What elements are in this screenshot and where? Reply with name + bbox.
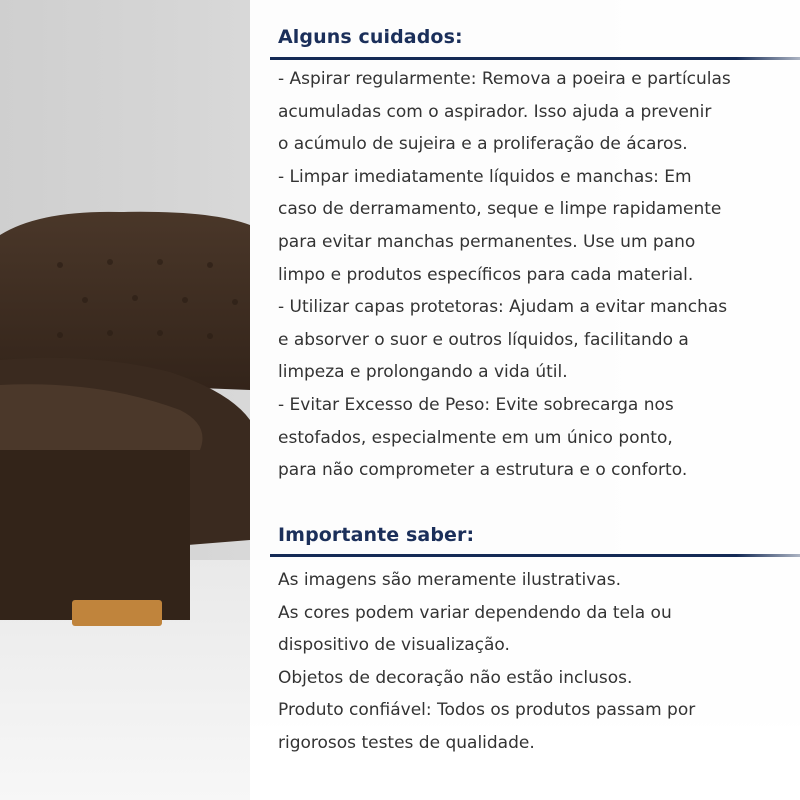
care-tips-title: Alguns cuidados: bbox=[278, 26, 463, 48]
care-tips-line: caso de derramamento, seque e limpe rapidamente bbox=[278, 199, 722, 220]
care-tips-line: limpo e produtos específicos para cada material. bbox=[278, 264, 694, 285]
care-tips-line: - Utilizar capas protetoras: Ajudam a evitar manchas bbox=[278, 297, 728, 318]
notice-line: rigorosos testes de qualidade. bbox=[278, 732, 535, 753]
care-tips-divider bbox=[270, 57, 800, 60]
care-tips-line: - Limpar imediatamente líquidos e manchas: Em bbox=[278, 166, 692, 187]
care-tips-line: acumuladas com o aspirador. Isso ajuda a prevenir bbox=[278, 101, 712, 122]
care-tips-line: para não comprometer a estrutura e o conforto. bbox=[278, 460, 688, 481]
notice-line: As cores podem variar dependendo da tela ou bbox=[278, 602, 672, 623]
notice-list bbox=[278, 564, 788, 760]
care-tips-line: limpeza e prolongando a vida útil. bbox=[278, 362, 568, 383]
care-tips-line: estofados, especialmente em um único ponto, bbox=[278, 427, 673, 448]
notice-line: dispositivo de visualização. bbox=[278, 635, 510, 656]
care-tips-line: e absorver o suor e outros líquidos, facilitando a bbox=[278, 329, 689, 350]
notice-title: Importante saber: bbox=[278, 524, 475, 546]
care-tips-line: - Evitar Excesso de Peso: Evite sobrecarga nos bbox=[278, 394, 674, 415]
care-tips-line: para evitar manchas permanentes. Use um pano bbox=[278, 231, 696, 252]
notice-line: Objetos de decoração não estão inclusos. bbox=[278, 667, 633, 688]
notice-line: As imagens são meramente ilustrativas. bbox=[278, 570, 621, 590]
notice-divider bbox=[270, 554, 800, 557]
care-tips-list bbox=[278, 63, 788, 487]
care-tips-line: o acúmulo de sujeira e a proliferação de ácaros. bbox=[278, 134, 688, 155]
notice-line: Produto confiável: Todos os produtos passam por bbox=[278, 700, 696, 721]
care-tips-line: - Aspirar regularmente: Remova a poeira e partículas bbox=[278, 69, 731, 89]
